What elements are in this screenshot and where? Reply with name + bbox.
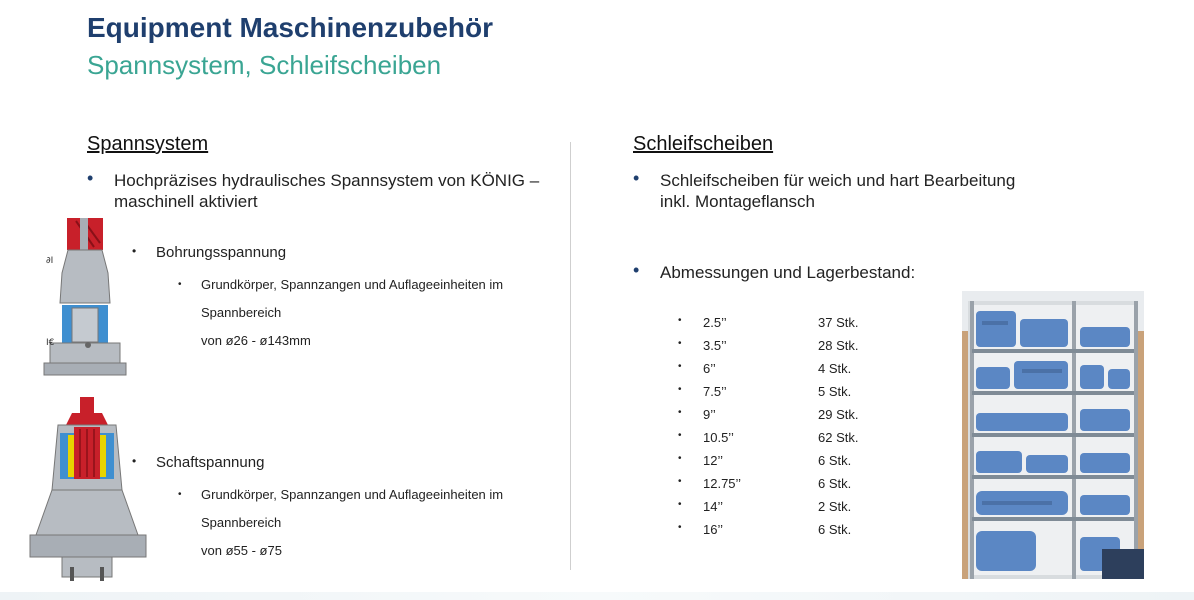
- detail-line: Spannbereich: [201, 515, 282, 530]
- detail-line: Spannbereich: [201, 305, 282, 320]
- list-item: • 9’’ 29 Stk.: [678, 407, 859, 422]
- sub-bullet-label: Bohrungsspannung: [156, 244, 287, 261]
- bullet-line: maschinell aktiviert: [114, 192, 258, 211]
- section-heading-spannsystem: Spannsystem: [87, 133, 209, 155]
- sub-bullet-bohrungsspannung: • Bohrungsspannung: [132, 244, 287, 261]
- bullet-line: Schleifscheiben für weich und hart Bearbeitung: [660, 171, 1016, 190]
- page-title: Equipment Maschinenzubehör: [87, 12, 494, 43]
- schaftspannung-drawing: [28, 395, 148, 585]
- list-item: • 7.5’’ 5 Stk.: [678, 384, 852, 399]
- list-item: • 16’’ 6 Stk.: [678, 522, 852, 537]
- detail-bohrungsspannung: • Grundkörper, Spannzangen und Auflageeinheiten im Spannbereich von ø26 - ø143mm: [201, 271, 561, 355]
- bullet-dot: •: [633, 168, 640, 188]
- bullet-spannsystem: [87, 168, 554, 212]
- page-subtitle: Spannsystem, Schleifscheiben: [87, 50, 442, 80]
- list-item: • 12.75’’ 6 Stk.: [678, 476, 852, 491]
- bohrungsspannung-drawing: [40, 213, 140, 383]
- section-heading-schleifscheiben: Schleifscheiben: [633, 133, 774, 155]
- sub-bullet-label: Schaftspannung: [156, 454, 265, 471]
- detail-line: Grundkörper, Spannzangen und Auflageeinheiten im: [201, 277, 504, 292]
- list-item: • 3.5’’ 28 Stk.: [678, 338, 859, 353]
- svg-text:∂I: ∂I: [46, 256, 54, 266]
- list-item: • 2.5’’ 37 Stk.: [678, 315, 859, 330]
- bullet-line: Abmessungen und Lagerbestand:: [660, 263, 916, 282]
- column-divider: [570, 142, 571, 570]
- bullet-schleifscheiben: [633, 168, 1080, 212]
- detail-range: von ø55 - ø75: [201, 543, 282, 558]
- list-item: • 14’’ 2 Stk.: [678, 499, 852, 514]
- bullet-line: Hochpräzises hydraulisches Spannsystem von KÖNIG –: [114, 171, 540, 190]
- detail-schaftspannung: • Grundkörper, Spannzangen und Auflageeinheiten im Spannbereich von ø55 - ø75: [201, 481, 561, 565]
- list-item: • 10.5’’ 62 Stk.: [678, 430, 859, 445]
- sub-bullet-schaftspannung: • Schaftspannung: [132, 454, 265, 471]
- detail-range: von ø26 - ø143mm: [201, 333, 311, 348]
- shelf-photo: [962, 291, 1144, 579]
- detail-line: Grundkörper, Spannzangen und Auflageeinheiten im: [201, 487, 504, 502]
- clamp-body: [60, 250, 110, 303]
- bullet-line: inkl. Montageflansch: [660, 192, 815, 211]
- bullet-abmessungen: [633, 260, 960, 283]
- footer-bar: [0, 592, 1194, 600]
- bullet-dot: •: [633, 260, 640, 280]
- list-item: • 12’’ 6 Stk.: [678, 453, 852, 468]
- bullet-dot: •: [87, 168, 94, 188]
- list-item: • 6’’ 4 Stk.: [678, 361, 852, 376]
- svg-text:I€: I€: [46, 338, 55, 348]
